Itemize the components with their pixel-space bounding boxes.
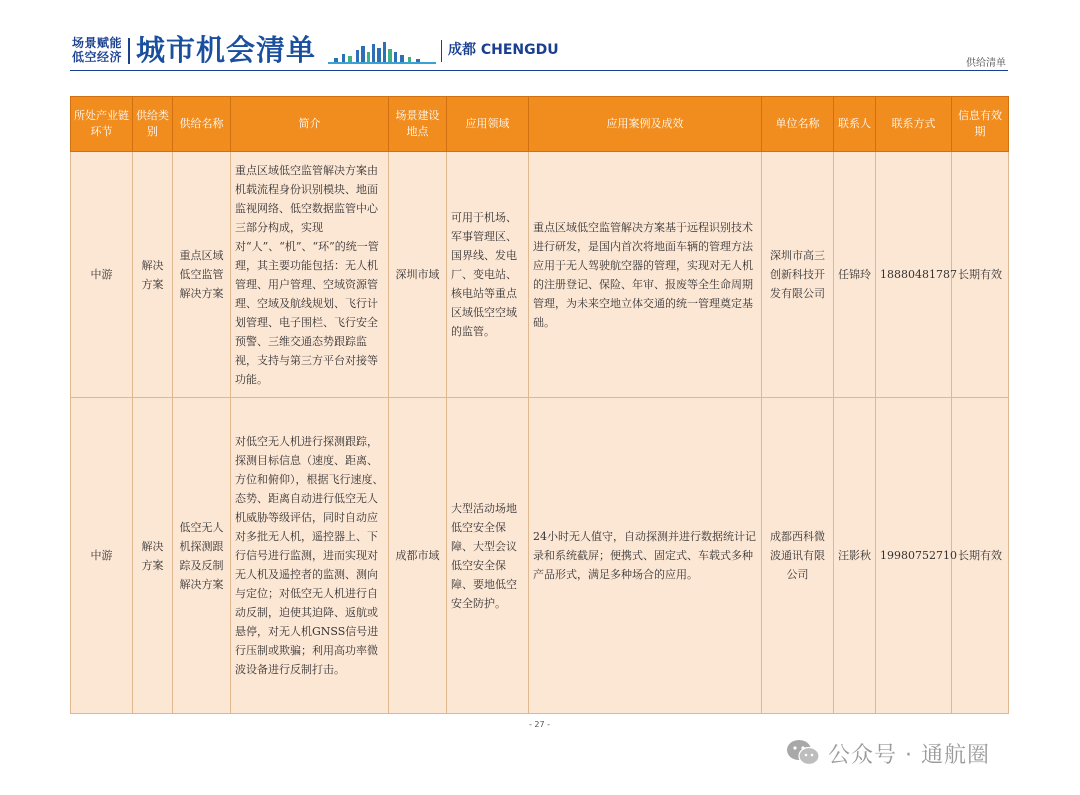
header-contact: 联系人 bbox=[834, 97, 876, 152]
header-phone: 联系方式 bbox=[876, 97, 952, 152]
wechat-icon bbox=[786, 739, 820, 767]
header-cases: 应用案例及成效 bbox=[529, 97, 762, 152]
header-field: 应用领域 bbox=[447, 97, 529, 152]
city-divider bbox=[441, 40, 442, 62]
cell-field: 大型活动场地低空安全保障、大型会议低空安全保障、要地低空安全防护。 bbox=[447, 398, 529, 714]
brand-line-2: 低空经济 bbox=[72, 50, 123, 64]
section-label: 供给清单 bbox=[966, 58, 1006, 69]
cell-intro: 对低空无人机进行探测跟踪，探测目标信息（速度、距离、方位和俯仰），根据飞行速度、态势、距离自动进行低空无人机威胁等级评估，同时自动应对多批无人机，遥控器上、下行信号进行监测，进而实现对无人机及遥控者的监测、测向与定位；对低空无人机进行自动反制，迫使其迫降、返航或悬停，对无人机GNSS信号进行压制或欺骗；利用高功率微波设备进行反制打击。 bbox=[231, 398, 389, 714]
table-header-row bbox=[71, 97, 1009, 152]
cell-contact: 任锦玲 bbox=[834, 152, 876, 398]
header-validity: 信息有效期 bbox=[952, 97, 1009, 152]
cell-name: 重点区域低空监管解决方案 bbox=[173, 152, 231, 398]
cell-category: 解决方案 bbox=[133, 398, 173, 714]
cell-cases: 重点区域低空监管解决方案基于远程识别技术进行研发，是国内首次将地面车辆的管理方法应用于无人驾驶航空器的管理，实现对无人机的注册登记、保险、年审、报废等全生命周期管理，为未来空地立体交通的统一管理奠定基础。 bbox=[529, 152, 762, 398]
supply-table bbox=[70, 96, 1009, 714]
cell-contact: 汪影秋 bbox=[834, 398, 876, 714]
header-name: 供给名称 bbox=[173, 97, 231, 152]
brand-line-1: 场景赋能 bbox=[72, 36, 123, 50]
header-rule bbox=[70, 70, 1008, 71]
header-location: 场景建设地点 bbox=[389, 97, 447, 152]
skyline-logo-icon bbox=[328, 40, 436, 66]
brand-tagline bbox=[72, 36, 122, 64]
header-category: 供给类别 bbox=[133, 97, 173, 152]
watermark-text: 公众号 · 通航圈 bbox=[828, 742, 990, 768]
page-header bbox=[70, 32, 1008, 72]
header-intro: 简介 bbox=[231, 97, 389, 152]
header-unit: 单位名称 bbox=[762, 97, 834, 152]
city-label: 成都 CHENGDU bbox=[448, 42, 559, 58]
cell-unit: 成都西科微波通讯有限公司 bbox=[762, 398, 834, 714]
watermark bbox=[786, 738, 990, 768]
cell-location: 成都市域 bbox=[389, 398, 447, 714]
cell-chain: 中游 bbox=[71, 152, 133, 398]
cell-validity: 长期有效 bbox=[952, 152, 1009, 398]
brand-divider bbox=[128, 38, 130, 64]
cell-location: 深圳市域 bbox=[389, 152, 447, 398]
cell-category: 解决方案 bbox=[133, 152, 173, 398]
cell-name: 低空无人机探测跟踪及反制解决方案 bbox=[173, 398, 231, 714]
table-row bbox=[71, 398, 1009, 714]
cell-unit: 深圳市高三创新科技开发有限公司 bbox=[762, 152, 834, 398]
cell-cases: 24小时无人值守，自动探测并进行数据统计记录和系统截屏；便携式、固定式、车载式多种产品形式，满足多种场合的应用。 bbox=[529, 398, 762, 714]
table-row bbox=[71, 152, 1009, 398]
cell-phone: 19980752710 bbox=[876, 398, 952, 714]
header-chain: 所处产业链环节 bbox=[71, 97, 133, 152]
cell-phone: 18880481787 bbox=[876, 152, 952, 398]
cell-field: 可用于机场、军事管理区、国界线、发电厂、变电站、核电站等重点区域低空空域的监管。 bbox=[447, 152, 529, 398]
cell-chain: 中游 bbox=[71, 398, 133, 714]
cell-validity: 长期有效 bbox=[952, 398, 1009, 714]
document-title: 城市机会清单 bbox=[136, 33, 317, 67]
page-number: - 27 - bbox=[529, 720, 551, 729]
cell-intro: 重点区域低空监管解决方案由机载流程身份识别模块、地面监视网络、低空数据监管中心三部分构成，实现对“人”、“机”、“环”的统一管理，其主要功能包括：无人机管理、用户管理、空域资源管理、空域及航线规划、飞行计划管理、电子围栏、飞行安全预警、三维交通态势跟踪监视，支持与第三方平台对接等功能。 bbox=[231, 152, 389, 398]
